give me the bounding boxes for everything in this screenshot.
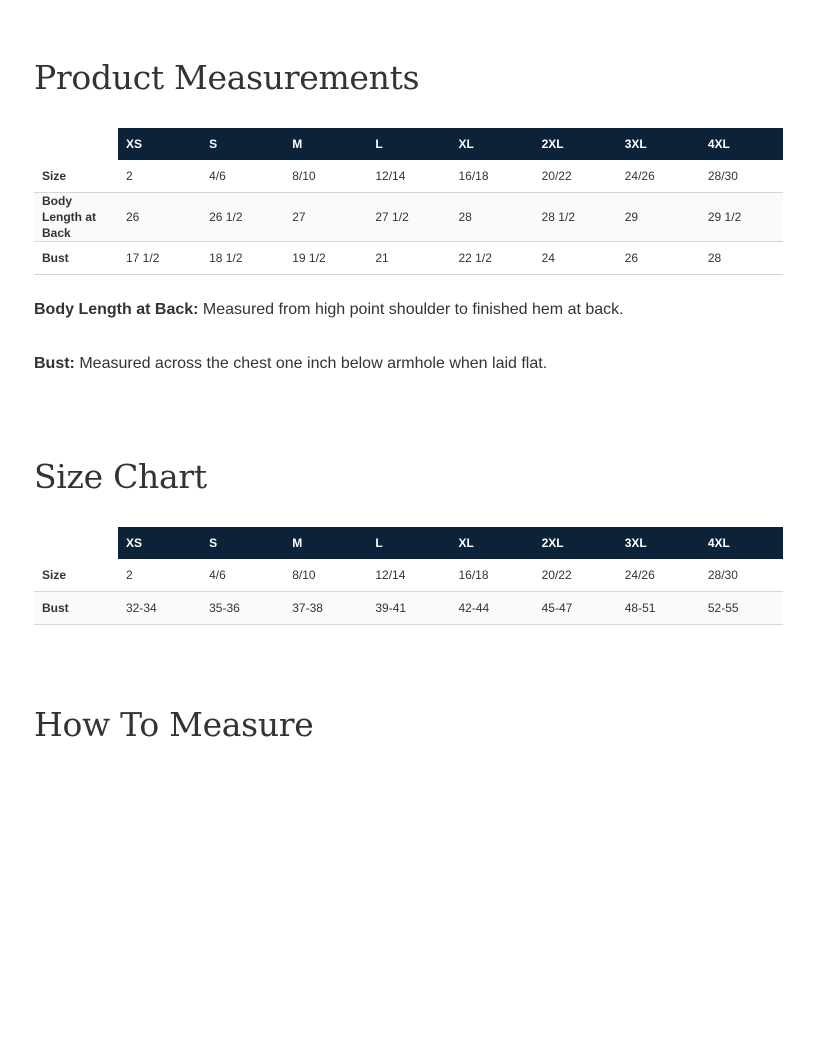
header-cell: L [367,527,450,559]
table-cell: 28 [451,193,534,242]
row-label: Body Length at Back [34,193,118,242]
header-cell: XL [451,527,534,559]
table-cell: 16/18 [451,559,534,592]
table-row [34,559,783,592]
row-label: Bust [34,592,118,625]
table-cell: 28 [700,242,783,275]
note-text: Measured across the chest one inch below armhole when laid flat. [74,355,548,372]
table-header-row [34,128,783,160]
product-measurements-title: Product Measurements [34,58,420,97]
row-label: Size [34,559,118,592]
header-cell: XS [118,527,201,559]
note-term: Body Length at Back: [34,301,199,318]
table-cell: 48-51 [617,592,700,625]
header-cell: S [201,128,284,160]
table-cell: 35-36 [201,592,284,625]
table-cell: 2 [118,160,201,193]
table-cell: 2 [118,559,201,592]
table-cell: 17 1/2 [118,242,201,275]
table-cell: 29 [617,193,700,242]
table-cell: 18 1/2 [201,242,284,275]
table-cell: 42-44 [451,592,534,625]
table-cell: 4/6 [201,559,284,592]
table-cell: 26 1/2 [201,193,284,242]
table-cell: 52-55 [700,592,783,625]
table-cell: 37-38 [284,592,367,625]
bust-note [34,355,547,373]
header-corner [34,527,118,559]
table-cell: 27 1/2 [367,193,450,242]
table-cell: 27 [284,193,367,242]
header-cell: M [284,128,367,160]
table-cell: 24 [534,242,617,275]
table-cell: 20/22 [534,559,617,592]
header-cell: 4XL [700,527,783,559]
note-text: Measured from high point shoulder to finished hem at back. [198,301,624,318]
row-label: Size [34,160,118,193]
table-cell: 26 [617,242,700,275]
table-cell: 28/30 [700,160,783,193]
table-cell: 8/10 [284,160,367,193]
size-chart-table [34,527,783,625]
table-cell: 39-41 [367,592,450,625]
header-cell: S [201,527,284,559]
table-cell: 12/14 [367,559,450,592]
table-header-row [34,527,783,559]
product-measurements-table [34,128,783,275]
table-cell: 28 1/2 [534,193,617,242]
table-cell: 24/26 [617,160,700,193]
table-cell: 45-47 [534,592,617,625]
table-cell: 4/6 [201,160,284,193]
table-cell: 22 1/2 [451,242,534,275]
table-cell: 19 1/2 [284,242,367,275]
header-cell: 2XL [534,128,617,160]
table-cell: 16/18 [451,160,534,193]
header-cell: M [284,527,367,559]
table-cell: 28/30 [700,559,783,592]
table-row [34,242,783,275]
table-cell: 12/14 [367,160,450,193]
header-cell: 2XL [534,527,617,559]
header-cell: 3XL [617,527,700,559]
table-cell: 8/10 [284,559,367,592]
header-cell: XL [451,128,534,160]
header-cell: 4XL [700,128,783,160]
table-cell: 20/22 [534,160,617,193]
table-row [34,193,783,242]
table-cell: 26 [118,193,201,242]
row-label: Bust [34,242,118,275]
size-chart-title: Size Chart [34,457,207,496]
header-cell: L [367,128,450,160]
note-term: Bust: [34,355,75,372]
header-corner [34,128,118,160]
header-cell: XS [118,128,201,160]
table-row [34,160,783,193]
table-row [34,592,783,625]
body-length-note [34,301,624,319]
table-cell: 24/26 [617,559,700,592]
table-cell: 32-34 [118,592,201,625]
table-cell: 21 [367,242,450,275]
header-cell: 3XL [617,128,700,160]
table-cell: 29 1/2 [700,193,783,242]
how-to-measure-title: How To Measure [34,705,314,744]
